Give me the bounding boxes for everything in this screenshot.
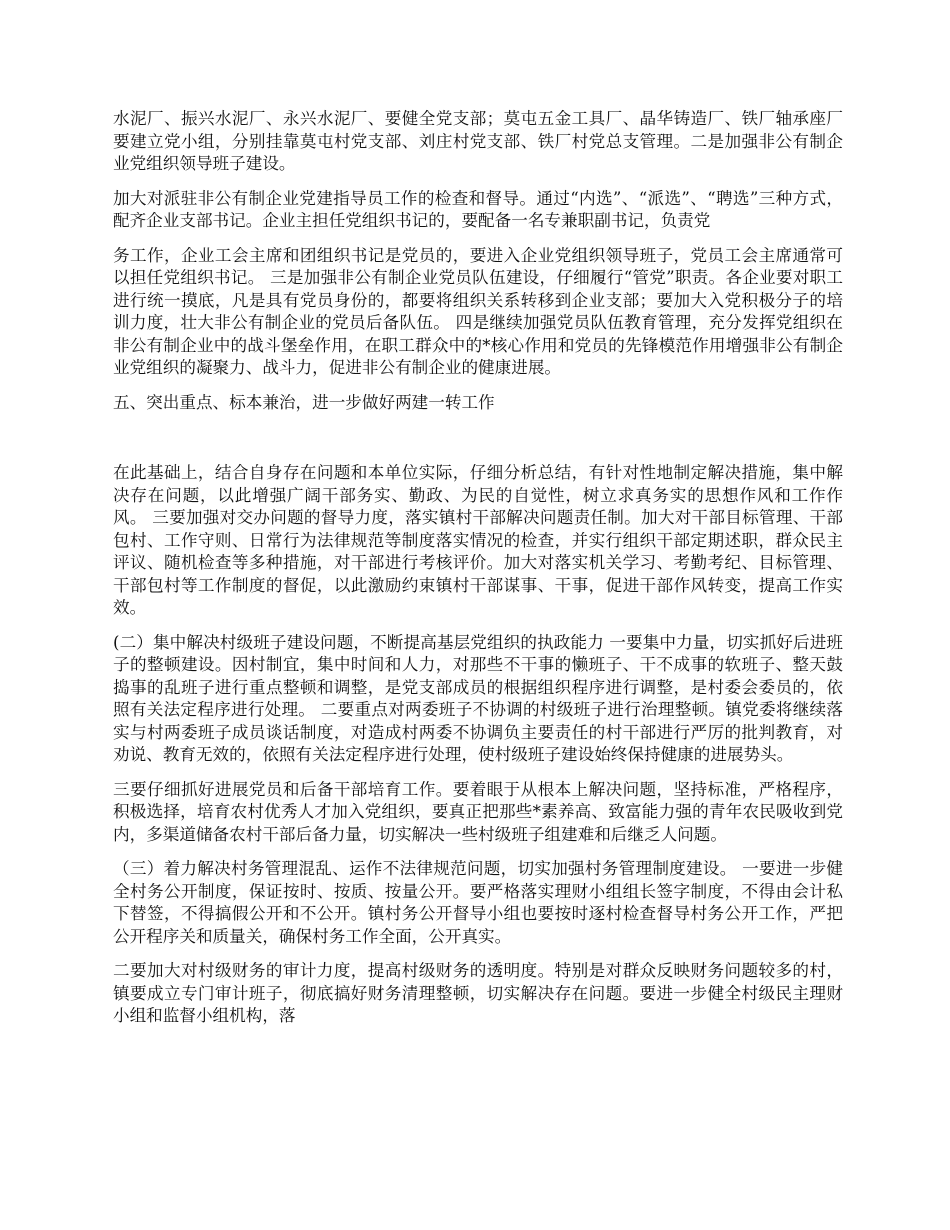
paragraph-6: 三要仔细抓好进展党员和后备干部培育工作。要着眼于从根本上解决问题，坚持标准，严格程序，积极选择，培育农村优秀人才加入党组织，要真正把那些*素养高、致富能力强的青年农民吸收到党内，多渠道储备农村干部后备力量，切实解决一些村级班子组建难和后继乏人问题。 (113, 779, 843, 844)
paragraph-8: 二要加大对村级财务的审计力度，提高村级财务的透明度。特别是对群众反映财务问题较多的村，镇要成立专门审计班子，彻底搞好财务清理整顿，切实解决存在问题。要进一步健全村级民主理财小组和监督小组机构，落 (113, 961, 843, 1025)
paragraph-4: 在此基础上，结合自身存在问题和本单位实际，仔细分析总结，有针对性地制定解决措施，集中解决存在问题，以此增强广阔干部务实、勤政、为民的自觉性，树立求真务实的思想作风和工作作风。 三要加强对交办问题的督导力度，落实镇村干部解决问题责任制。加大对干部目标管理、干部包村、工作守则、日常行为法律规范等制度落实情况的检查，并实行组织干部定期述职，群众民主评议、随机检查等多种措施，对干部进行考核评价。加大对落实机关学习、考勤考纪、目标管理、干部包村等工作制度的督促，以此激励约束镇村干部谋事、干事，促进干部作风转变，提高工作实效。 (113, 463, 843, 617)
paragraph-3: 务工作，企业工会主席和团组织书记是党员的，要进入企业党组织领导班子，党员工会主席通常可以担任党组织书记。 三是加强非公有制企业党员队伍建设，仔细履行“管党”职责。各企业要对职工进行统一摸底，凡是具有党员身份的，都要将组织关系转移到企业支部；要加大入党积极分子的培训力度，壮大非公有制企业的党员后备队伍。 四是继续加强党员队伍教育管理，充分发挥党组织在非公有制企业中的战斗堡垒作用，在职工群众中的*核心作用和党员的先锋模范作用增强非公有制企业党组织的凝聚力、战斗力，促进非公有制企业的健康进展。 (113, 245, 843, 377)
paragraph-1: 水泥厂、振兴水泥厂、永兴水泥厂、要健全党支部；莫屯五金工具厂、晶华铸造厂、铁厂轴承座厂要建立党小组，分别挂靠莫屯村党支部、刘庄村党支部、铁厂村党总支管理。二是加强非公有制企业党组织领导班子建设。 (113, 109, 843, 173)
paragraph-2: 加大对派驻非公有制企业党建指导员工作的检查和督导。通过“内选”、“派选”、“聘选”三种方式，配齐企业支部书记。企业主担任党组织书记的，要配备一名专兼职副书记，负责党 (113, 188, 843, 230)
section-gap (113, 426, 843, 462)
paragraph-7: （三）着力解决村务管理混乱、运作不法律规范问题，切实加强村务管理制度建设。 一要进一步健全村务公开制度，保证按时、按质、按量公开。要严格落实理财小组组长签字制度，不得由会计私下替签，不得搞假公开和不公开。镇村务公开督导小组也要按时逐村检查督导村务公开工作，严把公开程序关和质量关，确保村务工作全面，公开真实。 (113, 859, 843, 946)
section-heading: 五、突出重点、标本兼治，进一步做好两建一转工作 (113, 392, 495, 412)
paragraph-5: (二）集中解决村级班子建设问题，不断提高基层党组织的执政能力 一要集中力量，切实抓好后进班子的整顿建设。因村制宜，集中时间和人力，对那些不干事的懒班子、干不成事的软班子、整天鼓捣事的乱班子进行重点整顿和调整，是党支部成员的根据组织程序进行调整，是村委会委员的，依照有关法定程序进行处理。 二要重点对两委班子不协调的村级班子进行治理整顿。镇党委将继续落实与村两委班子成员谈话制度，对造成村两委不协调负主要责任的村干部进行严厉的批判教育，对劝说、教育无效的，依照有关法定程序进行处理，使村级班子建设始终保持健康的进展势头。 (113, 632, 843, 764)
document-page (113, 108, 843, 1040)
